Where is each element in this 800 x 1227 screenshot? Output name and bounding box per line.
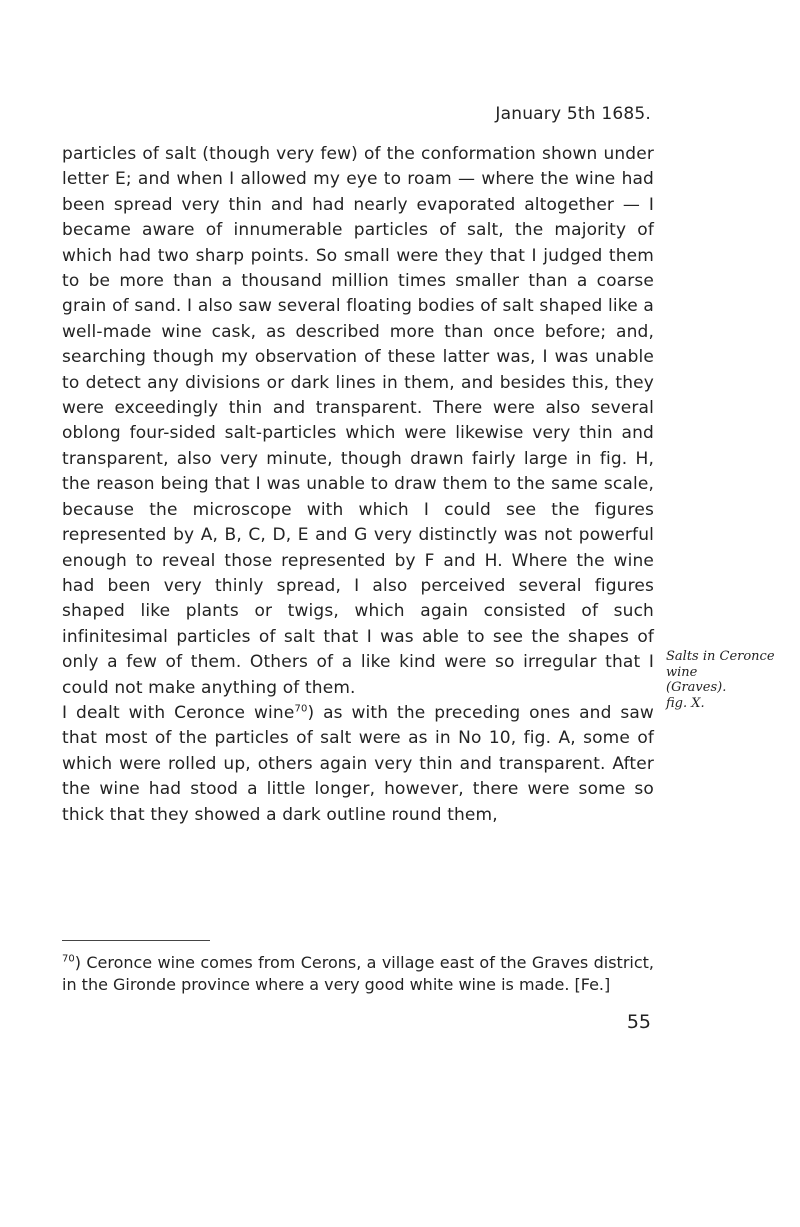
footnote-number: 70 — [62, 953, 75, 965]
footnote-reference: 70 — [294, 703, 308, 715]
margin-note-line: fig. X. — [666, 695, 705, 711]
paragraph-2 — [62, 701, 654, 828]
footnote-text: ) Ceronce wine comes from Cerons, a village east of the Graves district, in the Gironde province where a very good white wine is made. [Fe.] — [62, 953, 654, 994]
paragraph-2-start: I dealt with Ceronce wine — [62, 702, 295, 723]
margin-note-line: Salts in Ceronce — [666, 649, 775, 664]
margin-note-line: wine — [666, 664, 698, 680]
margin-note — [666, 649, 786, 711]
footnote-divider — [62, 940, 210, 941]
margin-note-line: (Graves). — [666, 680, 727, 695]
paragraph-2-rest: ) as with the preceding ones and saw that most of the particles of salt were as in No 10, fig. A, some of which were rolled up, others again very thin and transparent. After the wine had stood a little longer, however, there were some so thick that they showed a dark outline round them, — [62, 702, 654, 825]
paragraph-1: particles of salt (though very few) of the conformation shown under letter E; and when I allowed my eye to roam — where the wine had been spread very thin and had nearly evaporated altogether — I became aware of innumerable particles of salt, the majority of which had two sharp points. So small were they that I judged them to be more than a thousand million times smaller than a coarse grain of sand. I also saw several floating bodies of salt shaped like a well-made wine cask, as described more than once before; and, searching though my observation of these latter was, I was unable to detect any divisions or dark lines in them, and besides this, they were exceedingly thin and transparent. There were also several oblong four-sided salt-particles which were likewise very thin and transparent, also very minute, though drawn fairly large in fig. H, the reason being that I was unable to draw them to the same scale, because the microscope with which I could see the figures represented by A, B, C, D, E and G very distinctly was not powerful enough to reveal those represented by F and H. Where the wine had been very thinly spread, I also perceived several figures shaped like plants or twigs, which again consisted of such infinitesimal particles of salt that I was able to see the shapes of only a few of them. Others of a like kind were so irregular that I could not make anything of them. — [62, 144, 654, 698]
main-text — [62, 142, 654, 828]
footnote — [62, 952, 654, 996]
page-number: 55 — [626, 1011, 651, 1033]
running-head: January 5th 1685. — [495, 104, 651, 124]
